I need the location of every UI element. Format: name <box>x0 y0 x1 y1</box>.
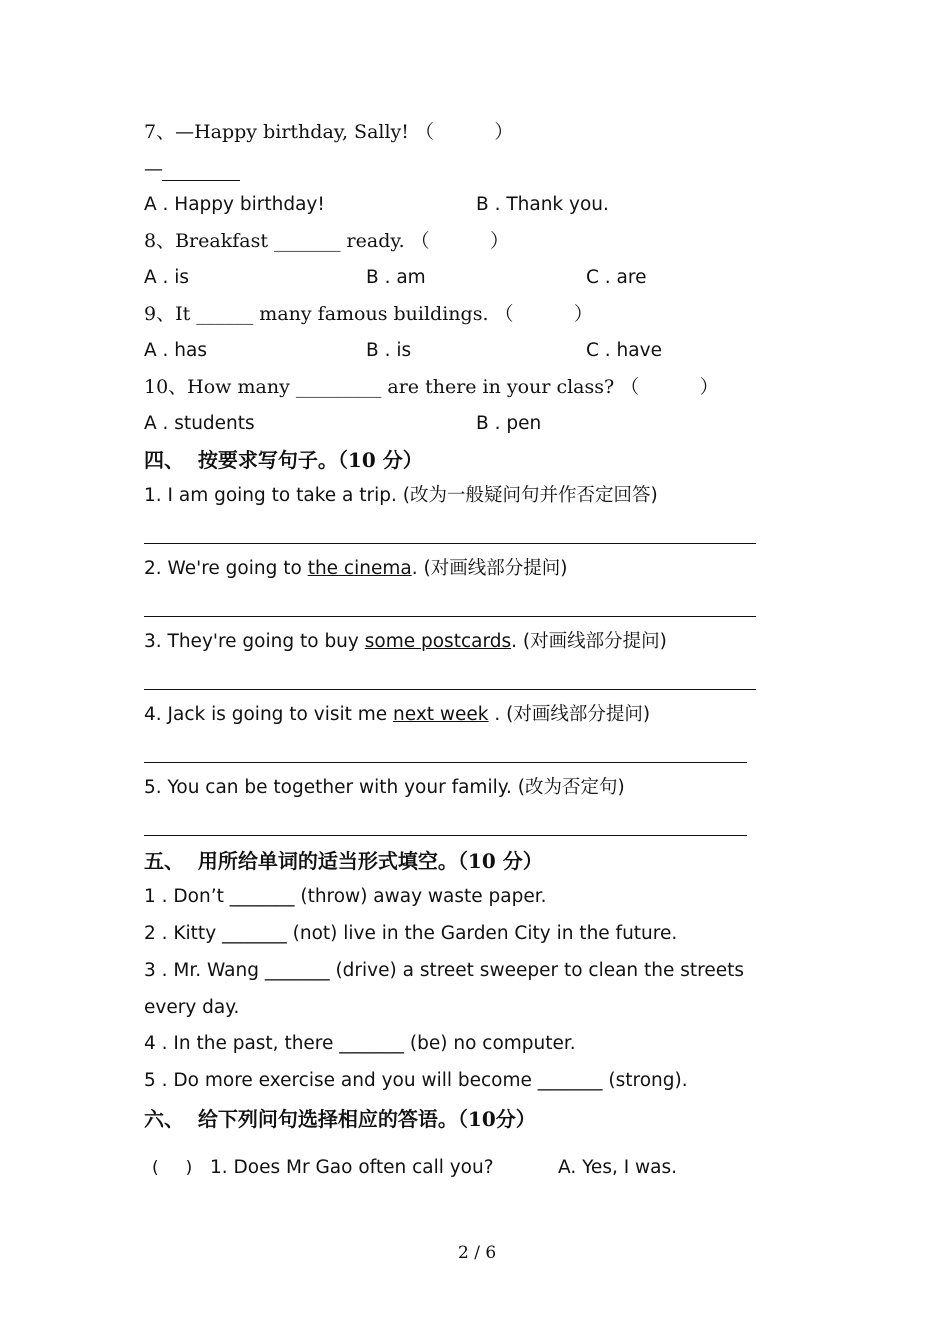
section-5-line-5: 5 . Do more exercise and you will become _______ (strong). <box>144 1070 688 1091</box>
section-5-line-2: 2 . Kitty _______ (not) live in the Garden City in the future. <box>144 923 678 944</box>
section-4-item-5: 5. You can be together with your family. (改为否定句) <box>144 777 625 798</box>
section-6-answer-a: A. Yes, I was. <box>558 1157 678 1178</box>
page-number: 2 / 6 <box>458 1243 497 1263</box>
answer-line <box>144 543 756 544</box>
question-8-option-c: C . are <box>586 267 647 288</box>
section-5-line-3-cont: every day. <box>144 997 240 1018</box>
answer-line <box>144 616 756 617</box>
question-9-stem: 9、It ______ many famous buildings. （ ） <box>144 303 593 325</box>
section-5-line-1: 1 . Don’t _______ (throw) away waste paper. <box>144 886 547 907</box>
underlined-phrase: next week <box>393 704 489 725</box>
section-5-line-4: 4 . In the past, there _______ (be) no computer. <box>144 1033 576 1054</box>
item-text: 4. Jack is going to visit me <box>144 704 394 725</box>
section-5-line-3: 3 . Mr. Wang _______ (drive) a street sweeper to clean the streets <box>144 960 745 981</box>
question-7-dash: — <box>144 158 163 180</box>
question-10-stem: 10、How many _________ are there in your class? （ ） <box>144 376 719 398</box>
question-8-stem: 8、Breakfast _______ ready. （ ） <box>144 230 510 252</box>
section-4-title: 四、 按要求写句子。（10 分） <box>144 448 423 472</box>
answer-bracket: ( ) <box>152 1158 193 1178</box>
question-9-option-c: C . have <box>586 340 662 361</box>
question-9-option-b: B . is <box>366 340 412 361</box>
question-10-option-a: A . students <box>144 413 255 434</box>
item-text: 3. They're going to buy <box>144 631 365 652</box>
answer-line <box>144 689 756 690</box>
section-5-title: 五、 用所给单词的适当形式填空。（10 分） <box>144 849 543 873</box>
question-7-option-b: B . Thank you. <box>476 194 609 215</box>
question-7-option-a: A . Happy birthday! <box>144 194 325 215</box>
underlined-phrase: some postcards <box>364 631 512 652</box>
question-7-answer-line <box>162 180 240 181</box>
question-8-option-b: B . am <box>366 267 426 288</box>
question-8-option-a: A . is <box>144 267 190 288</box>
item-text: 2. We're going to <box>144 558 308 579</box>
section-4-item-2 <box>144 560 567 579</box>
question-10-option-b: B . pen <box>476 413 542 434</box>
answer-line <box>144 835 747 836</box>
underlined-phrase: the cinema <box>307 558 412 579</box>
answer-line <box>144 762 747 763</box>
item-instruction: . (对画线部分提问) <box>411 558 568 579</box>
section-4-item-3 <box>144 633 667 652</box>
item-instruction: . (对画线部分提问) <box>488 704 651 725</box>
section-6-title: 六、 给下列问句选择相应的答语。（10分） <box>144 1107 536 1131</box>
section-6-question-1: 1. Does Mr Gao often call you? <box>210 1157 494 1178</box>
question-9-option-a: A . has <box>144 340 207 361</box>
item-instruction: . (对画线部分提问) <box>511 631 667 652</box>
question-7-stem: 7、—Happy birthday, Sally! （ ） <box>144 121 514 143</box>
section-4-item-1: 1. I am going to take a trip. (改为一般疑问句并作否定回答) <box>144 485 658 506</box>
section-4-item-4 <box>144 706 650 725</box>
